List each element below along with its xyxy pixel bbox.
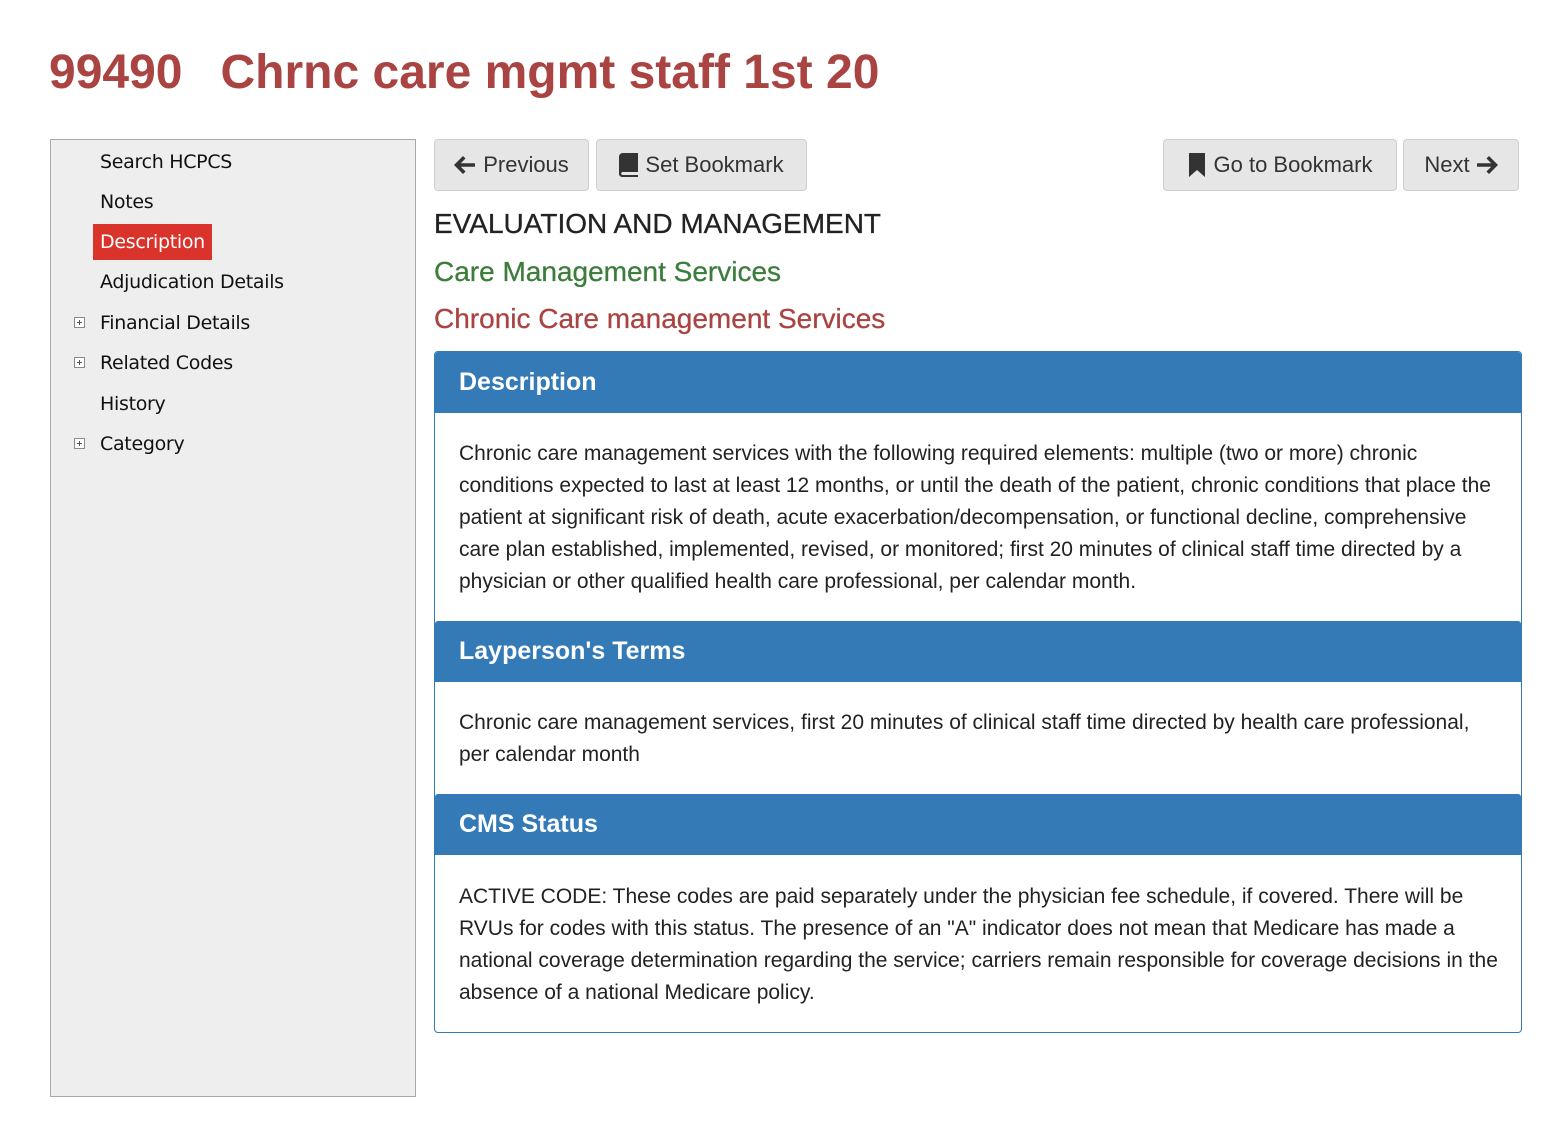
description-text: Chronic care management services with the following required elements: multiple (two or more) chronic conditions expected to last at least 12 months, or until the death of the patient, chronic conditions that place the patient at significant risk of death, acute exacerbation/decompensation, or functional decline, comprehensive care plan established, implemented, revised, or monitored; first 20 minutes of clinical staff time directed by a physician or other qualified health care professional, per calendar month.: [459, 442, 1491, 593]
details-panel: [434, 351, 1522, 1033]
sidebar-item-label[interactable]: Category: [100, 433, 185, 455]
description-panel-heading: Description: [435, 352, 1521, 413]
section-heading: EVALUATION AND MANAGEMENT: [434, 208, 882, 239]
page-title: [49, 44, 879, 102]
sidebar-item-label[interactable]: Notes: [100, 191, 154, 213]
sidebar-item-description[interactable]: [51, 224, 391, 260]
arrow-right-icon: [1476, 155, 1498, 175]
set-bookmark-button-label: Set Bookmark: [645, 152, 784, 177]
sidebar-item-label[interactable]: History: [100, 393, 166, 415]
sidebar-item-related-codes[interactable]: [51, 345, 391, 381]
sidebar-item-label[interactable]: Related Codes: [100, 352, 233, 374]
sidebar-item-search-hcpcs[interactable]: [51, 144, 391, 180]
hcpcs-code: 99490: [49, 46, 183, 99]
expand-plus-icon[interactable]: [74, 317, 85, 328]
sidebar-item-adjudication-details[interactable]: [51, 264, 391, 300]
previous-button-label: Previous: [483, 152, 569, 177]
bookmark-icon: [1188, 153, 1206, 177]
next-button-label: Next: [1424, 152, 1470, 177]
sidebar-item-label[interactable]: Financial Details: [100, 312, 251, 334]
category-heading: Chronic Care management Services: [434, 303, 886, 334]
sidebar-item-label[interactable]: Description: [93, 224, 212, 260]
next-button[interactable]: [1403, 139, 1519, 191]
go-to-bookmark-button-label: Go to Bookmark: [1213, 152, 1373, 177]
sidebar: [50, 139, 416, 1097]
layperson-text: Chronic care management services, first 20 minutes of clinical staff time directed by health care professional, per calendar month: [459, 711, 1470, 766]
set-bookmark-button[interactable]: [596, 139, 807, 191]
sidebar-item-label[interactable]: Search HCPCS: [100, 151, 233, 173]
arrow-left-icon: [454, 155, 476, 175]
layperson-panel-heading: Layperson's Terms: [435, 621, 1521, 682]
sidebar-item-label[interactable]: Adjudication Details: [100, 271, 284, 293]
sidebar-item-category[interactable]: [51, 426, 391, 462]
code-short-description: Chrnc care mgmt staff 1st 20: [220, 46, 880, 99]
sidebar-item-notes[interactable]: [51, 184, 391, 220]
sidebar-item-financial-details[interactable]: [51, 305, 391, 341]
go-to-bookmark-button[interactable]: [1163, 139, 1397, 191]
cms-status-text: ACTIVE CODE: These codes are paid separately under the physician fee schedule, if covered. There will be RVUs for codes with this status. The presence of an "A" indicator does not mean that Medicare has made a national coverage determination regarding the service; carriers remain responsible for coverage decisions in the absence of a national Medicare policy.: [459, 885, 1498, 1004]
subsection-heading: Care Management Services: [434, 256, 782, 287]
sidebar-item-history[interactable]: [51, 386, 391, 422]
book-icon: [619, 153, 639, 177]
cms-status-panel-heading: CMS Status: [435, 794, 1521, 855]
expand-plus-icon[interactable]: [74, 357, 85, 368]
previous-button[interactable]: [434, 139, 589, 191]
expand-plus-icon[interactable]: [74, 438, 85, 449]
